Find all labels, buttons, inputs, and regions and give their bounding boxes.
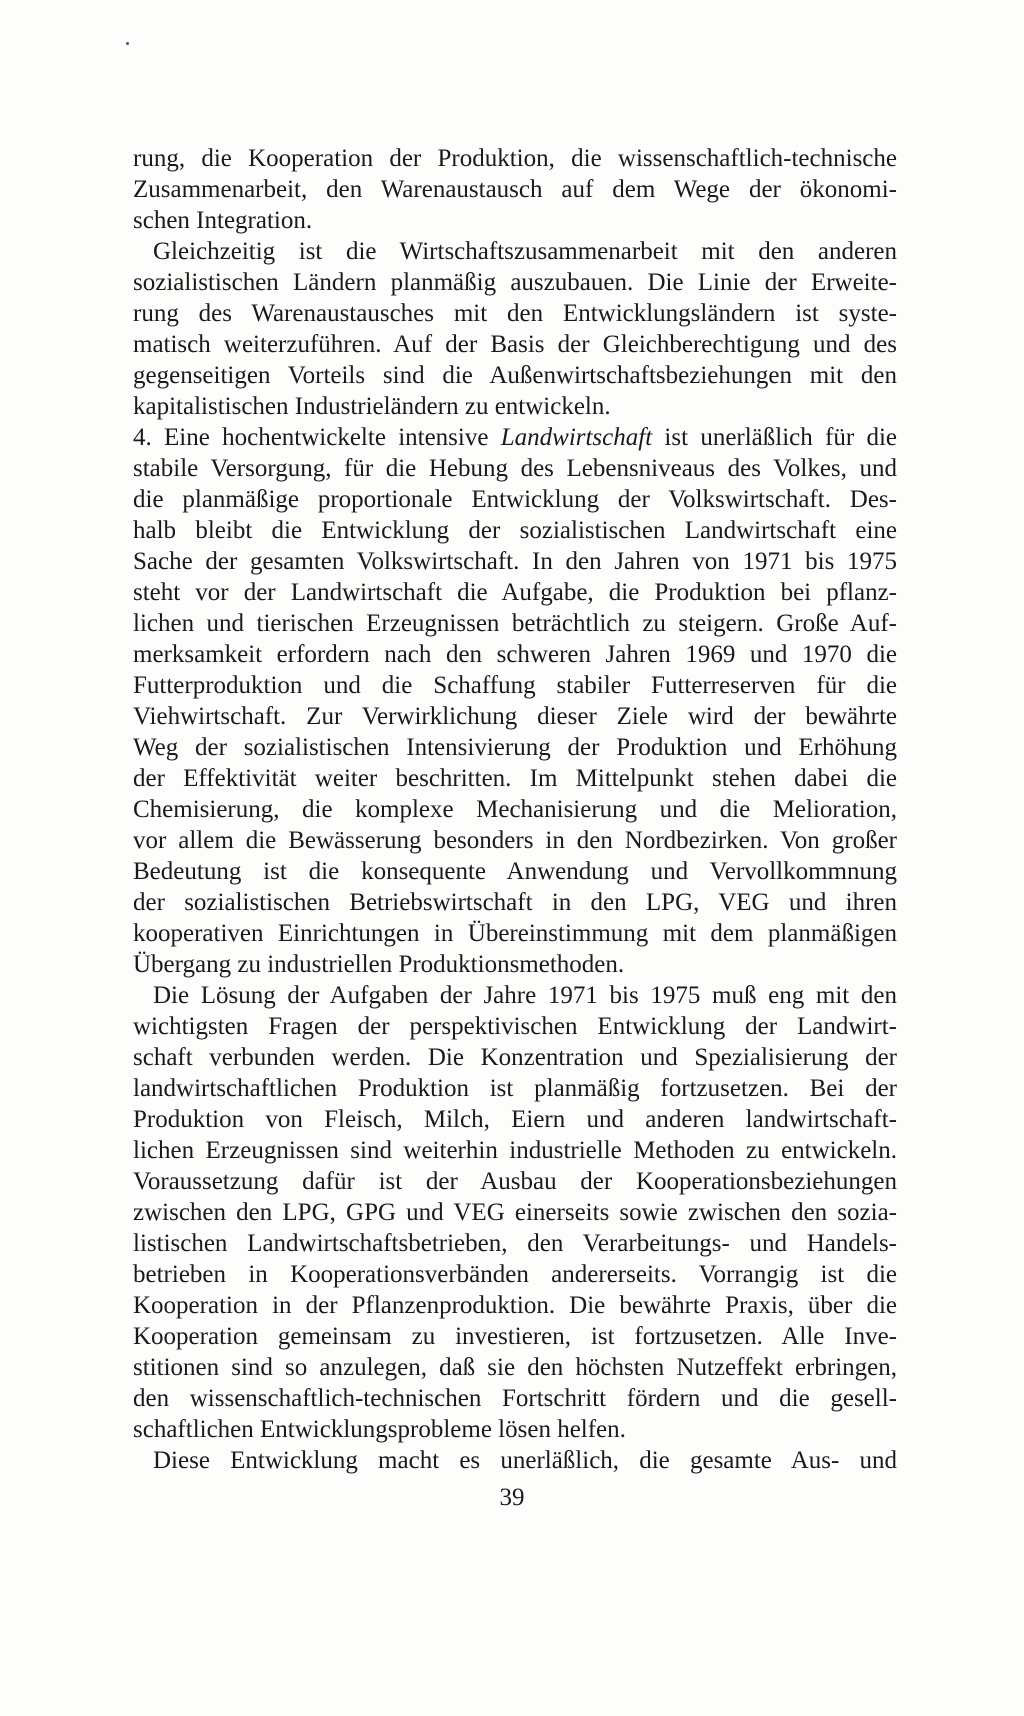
text-line: listischen Landwirtschaftsbetrieben, den Verarbeitungs- und Handels- xyxy=(133,1230,897,1257)
text-line: matisch weiterzuführen. Auf der Basis der Gleichberechtigung und des xyxy=(133,331,897,358)
text-line: Futterproduktion und die Schaffung stabiler Futterreserven für die xyxy=(133,672,897,699)
text-line: lichen und tierischen Erzeugnissen beträchtlich zu steigern. Große Auf- xyxy=(133,610,897,637)
scan-speck xyxy=(126,42,129,45)
text-line: Zusammenarbeit, den Warenaustausch auf dem Wege der ökonomi- xyxy=(133,176,897,203)
text-line: betrieben in Kooperationsverbänden andererseits. Vorrangig ist die xyxy=(133,1261,897,1288)
text-line: Sache der gesamten Volkswirtschaft. In den Jahren von 1971 bis 1975 xyxy=(133,548,897,575)
text-line: Viehwirtschaft. Zur Verwirklichung dieser Ziele wird der bewährte xyxy=(133,703,897,730)
text-line: Produktion von Fleisch, Milch, Eiern und anderen landwirtschaft- xyxy=(133,1106,897,1133)
page-number: 39 xyxy=(499,1484,525,1511)
text-line: Chemisierung, die komplexe Mechanisierung und die Melioration, xyxy=(133,796,897,823)
text-line: schaft verbunden werden. Die Konzentration und Spezialisierung der xyxy=(133,1044,897,1071)
text-line-section-4 xyxy=(133,422,897,453)
text-line: Die Lösung der Aufgaben der Jahre 1971 bis 1975 muß eng mit den xyxy=(153,982,897,1009)
text-line: wichtigsten Fragen der perspektivischen Entwicklung der Landwirt- xyxy=(133,1013,897,1040)
text-line: die planmäßige proportionale Entwicklung der Volkswirtschaft. Des- xyxy=(133,486,897,513)
text-line: Gleichzeitig ist die Wirtschaftszusammenarbeit mit den anderen xyxy=(153,238,897,265)
body-text xyxy=(133,143,897,1476)
text-line: kapitalistischen Industrieländern zu entwickeln. xyxy=(133,393,611,420)
text-line: sozialistischen Ländern planmäßig auszubauen. Die Linie der Erweite- xyxy=(133,269,897,296)
text-line: rung des Warenaustausches mit den Entwicklungsländern ist syste- xyxy=(133,300,897,327)
text-line: Weg der sozialistischen Intensivierung der Produktion und Erhöhung xyxy=(133,734,897,761)
text-line: landwirtschaftlichen Produktion ist planmäßig fortzusetzen. Bei der xyxy=(133,1075,897,1102)
text-line: stabile Versorgung, für die Hebung des Lebensniveaus des Volkes, und xyxy=(133,455,897,482)
text-line: schaftlichen Entwicklungsprobleme lösen helfen. xyxy=(133,1416,626,1443)
text-line: Voraussetzung dafür ist der Ausbau der Kooperationsbeziehungen xyxy=(133,1168,897,1195)
text-line: merksamkeit erfordern nach den schweren Jahren 1969 und 1970 die xyxy=(133,641,897,668)
text-line: Übergang zu industriellen Produktionsmethoden. xyxy=(133,951,625,978)
text-segment: ist unerläßlich für die xyxy=(652,424,898,451)
text-line: steht vor der Landwirtschaft die Aufgabe, die Produktion bei pflanz- xyxy=(133,579,897,606)
text-line: vor allem die Bewässerung besonders in den Nordbezirken. Von großer xyxy=(133,827,897,854)
text-segment: 4. Eine hochentwickelte intensive xyxy=(133,424,501,451)
text-line: Bedeutung ist die konsequente Anwendung und Vervollkommnung xyxy=(133,858,897,885)
text-line: Kooperation gemeinsam zu investieren, ist fortzusetzen. Alle Inve- xyxy=(133,1323,897,1350)
text-line: schen Integration. xyxy=(133,207,313,234)
text-line: den wissenschaftlich-technischen Fortschritt fördern und die gesell- xyxy=(133,1385,897,1412)
text-line: Diese Entwicklung macht es unerläßlich, die gesamte Aus- und xyxy=(153,1447,897,1474)
text-line: zwischen den LPG, GPG und VEG einerseits sowie zwischen den sozia- xyxy=(133,1199,897,1226)
text-line: stitionen sind so anzulegen, daß sie den höchsten Nutzeffekt erbringen, xyxy=(133,1354,897,1381)
text-line: gegenseitigen Vorteils sind die Außenwirtschaftsbeziehungen mit den xyxy=(133,362,897,389)
text-line: der sozialistischen Betriebswirtschaft in den LPG, VEG und ihren xyxy=(133,889,897,916)
italic-term: Landwirtschaft xyxy=(500,424,653,451)
text-line: lichen Erzeugnissen sind weiterhin industrielle Methoden zu entwickeln. xyxy=(133,1137,897,1164)
text-line: halb bleibt die Entwicklung der sozialistischen Landwirtschaft eine xyxy=(133,517,897,544)
text-line: Kooperation in der Pflanzenproduktion. Die bewährte Praxis, über die xyxy=(133,1292,897,1319)
text-line: kooperativen Einrichtungen in Übereinstimmung mit dem planmäßigen xyxy=(133,920,897,947)
text-line: der Effektivität weiter beschritten. Im Mittelpunkt stehen dabei die xyxy=(133,765,897,792)
text-line: rung, die Kooperation der Produktion, die wissenschaftlich-technische xyxy=(133,145,897,172)
